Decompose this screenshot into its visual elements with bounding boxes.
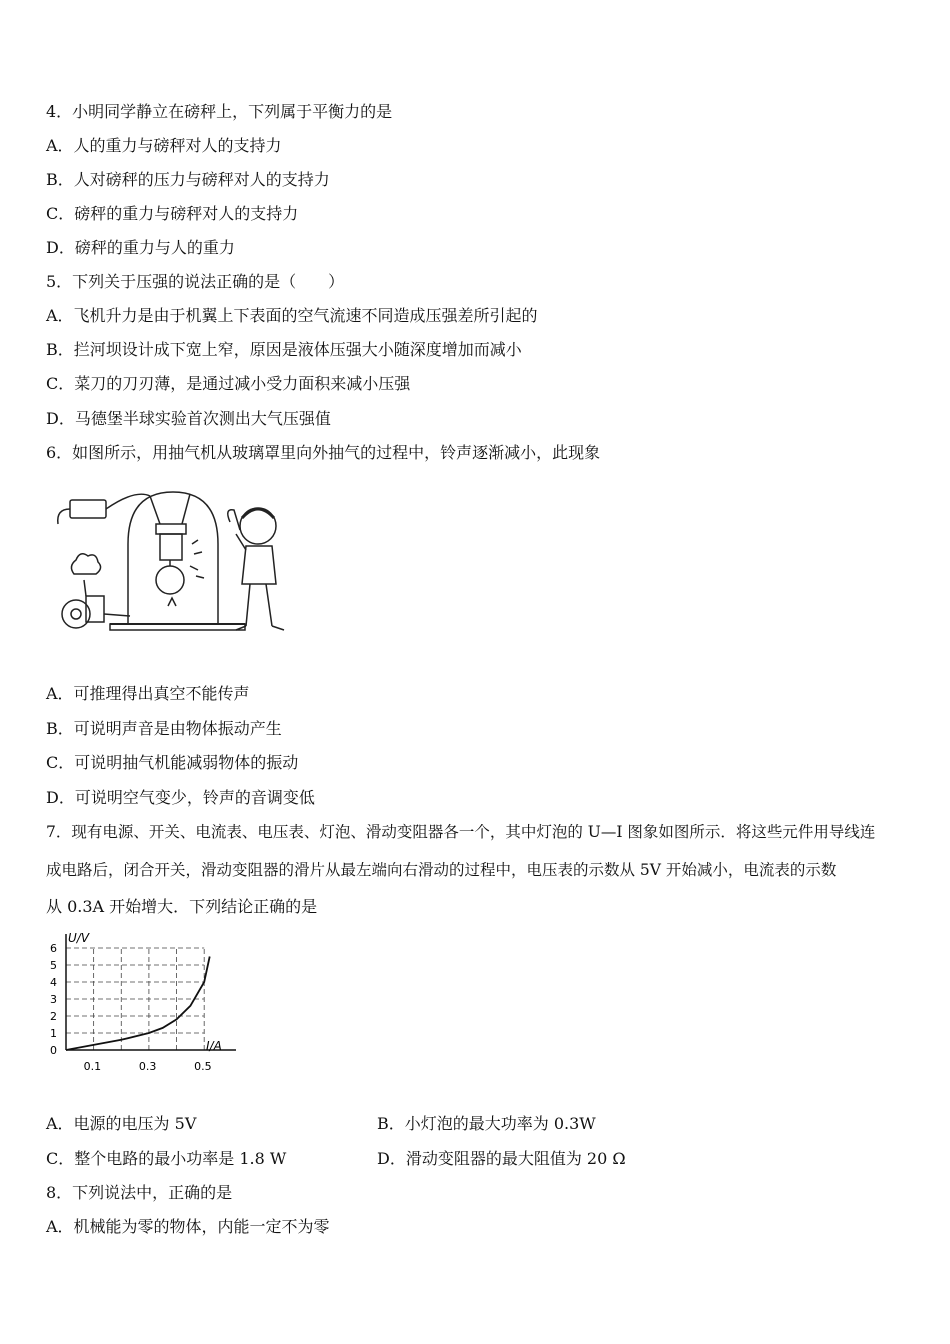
boy-shirt — [242, 546, 276, 584]
q7-stem-line2: 成电路后，闭合开关，滑动变阻器的滑片从最左端向右滑动的过程中，电压表的示数从 5V 开始减小，电流表的示数 — [46, 861, 837, 879]
chart-y-tick-label: 0 — [50, 1044, 57, 1057]
q7-option-a: A．电源的电压为 5V — [46, 1114, 197, 1133]
pump-hose — [104, 614, 130, 616]
q7-option-c: C．整个电路的最小功率是 1.8 W — [46, 1149, 287, 1168]
q5-stem: 5．下列关于压强的说法正确的是（ ） — [46, 272, 345, 291]
q6-option-b: B．可说明声音是由物体振动产生 — [46, 719, 282, 738]
q5-option-d: D．马德堡半球实验首次测出大气压强值 — [46, 409, 331, 428]
chart-y-tick-label: 6 — [50, 942, 57, 955]
chart-series-line — [66, 957, 210, 1051]
chart-y-tick-label: 2 — [50, 1010, 57, 1023]
q5-option-a: A．飞机升力是由于机翼上下表面的空气流速不同造成压强差所引起的 — [46, 306, 538, 325]
wire-left — [150, 496, 160, 524]
q5-option-b: B．拦河坝设计成下宽上窄，原因是液体压强大小随深度增加而减小 — [46, 340, 522, 359]
wire-right — [182, 494, 190, 524]
q4-option-d: D．磅秤的重力与人的重力 — [46, 238, 235, 257]
q6-option-a: A．可推理得出真空不能传声 — [46, 684, 250, 703]
q6-option-c: C．可说明抽气机能减弱物体的振动 — [46, 753, 299, 772]
plug-box — [70, 500, 106, 518]
exhaust-pipe — [84, 580, 86, 596]
chart-grid — [66, 948, 204, 1050]
q8-option-a: A．机械能为零的物体，内能一定不为零 — [46, 1217, 330, 1236]
bell-jar-figure — [50, 484, 300, 644]
chart-xlabel: I/A — [206, 1039, 222, 1053]
chart-x-tick-label: 0.1 — [83, 1060, 102, 1073]
ui-graph — [40, 928, 240, 1078]
bell-jar — [128, 492, 218, 624]
boy-arm — [236, 534, 246, 550]
bell-frame — [156, 524, 186, 534]
q6-option-d: D．可说明空气变少，铃声的音调变低 — [46, 788, 315, 807]
q4-option-a: A．人的重力与磅秤对人的支持力 — [46, 136, 282, 155]
exhaust-cloud — [71, 554, 100, 574]
chart-y-tick-label: 3 — [50, 993, 57, 1006]
boy-hair — [242, 509, 274, 518]
q6-stem: 6．如图所示，用抽气机从玻璃罩里向外抽气的过程中，铃声逐渐减小，此现象 — [46, 443, 601, 462]
q5-option-c: C．菜刀的刀刃薄，是通过减小受力面积来减小压强 — [46, 374, 411, 393]
boy-hand — [228, 510, 240, 530]
chart-x-tick-label: 0.3 — [138, 1060, 157, 1073]
chart-x-tick-label: 0.5 — [194, 1060, 212, 1073]
chart-y-tick-label: 1 — [50, 1027, 57, 1040]
q4-stem: 4．小明同学静立在磅秤上，下列属于平衡力的是 — [46, 102, 393, 121]
sound-marks — [190, 540, 204, 578]
plug-cord — [58, 509, 70, 524]
q7-option-b: B．小灯泡的最大功率为 0.3W — [377, 1114, 596, 1133]
chart-ylabel: U/V — [68, 931, 90, 945]
q8-stem: 8．下列说法中，正确的是 — [46, 1183, 233, 1202]
chart-y-tick-label: 4 — [50, 976, 57, 989]
q7-stem-line3: 从 0.3A 开始增大．下列结论正确的是 — [46, 897, 318, 916]
jar-stand — [168, 598, 176, 606]
q7-stem-line1: 7．现有电源、开关、电流表、电压表、灯泡、滑动变阻器各一个，其中灯泡的 U—I 图象如图所示．将这些元件用导线连 — [46, 823, 876, 841]
bell-dome — [156, 566, 184, 594]
q4-option-c: C．磅秤的重力与磅秤对人的支持力 — [46, 204, 299, 223]
chart-y-tick-label: 5 — [50, 959, 57, 972]
bell-coil — [160, 534, 182, 560]
q4-option-b: B．人对磅秤的压力与磅秤对人的支持力 — [46, 170, 330, 189]
q7-option-d: D．滑动变阻器的最大阻值为 20 Ω — [377, 1149, 626, 1168]
pump-hub — [71, 609, 81, 619]
